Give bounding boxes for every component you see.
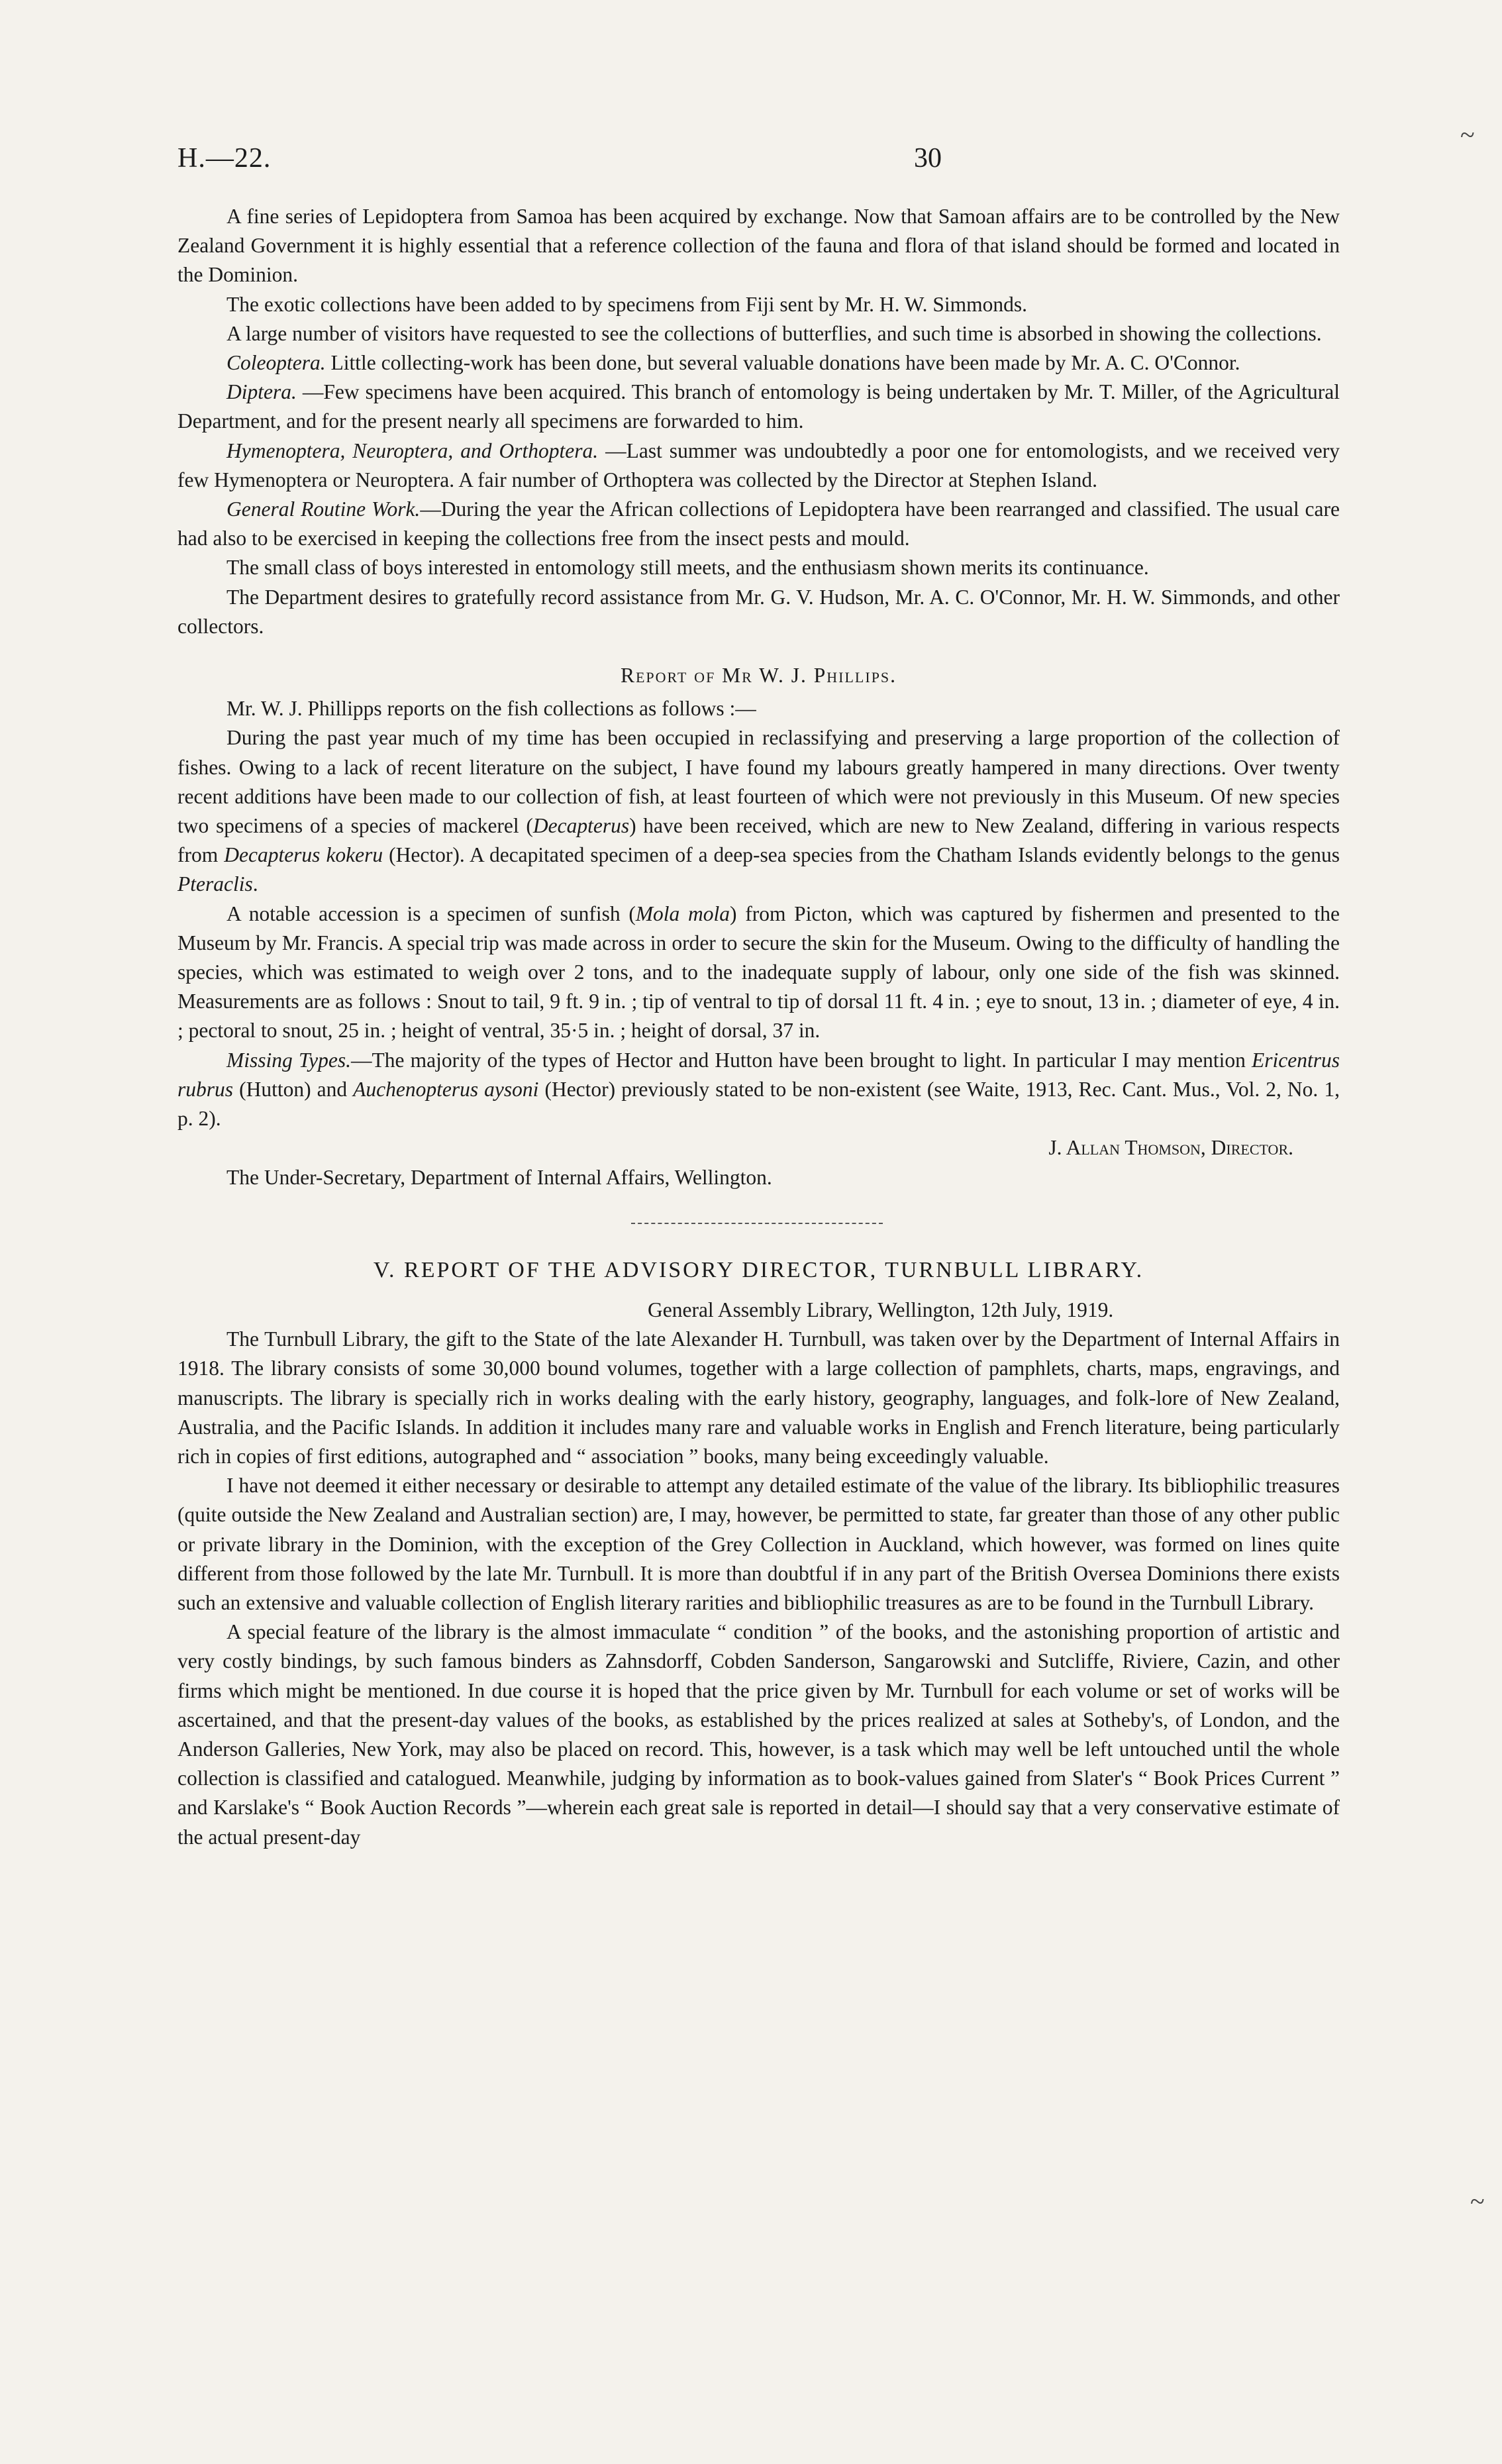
- species-auchenopterus-aysoni: Auchenopterus aysoni: [353, 1077, 539, 1101]
- fish-text-c: (Hector). A decapitated specimen of a deep-sea species from the Chatham Islands evidently belongs to the genus: [383, 843, 1340, 867]
- sunfish-text-a: A notable accession is a specimen of sunfish (: [226, 901, 636, 925]
- paragraph-acknowledgements: The Department desires to gratefully record assistance from Mr. G. V. Hudson, Mr. A. C. O'Connor, Mr. H. W. Simmonds, and other collectors.: [177, 585, 1340, 638]
- edge-mark-bottom: ~: [1470, 2186, 1485, 2216]
- page-number: 30: [914, 143, 942, 174]
- routine-work-text: —During the year the African collections of Lepidoptera have been rearranged and classified. The usual care had also to be exercised in keeping the collections free from the insect pests and mould.: [177, 497, 1340, 550]
- species-decapterus-kokeru: Decapterus kokeru: [224, 843, 383, 867]
- missing-text-a: —The majority of the types of Hector and Hutton have been brought to light. In particular I may mention: [351, 1048, 1252, 1072]
- diptera-text: —Few specimens have been acquired. This branch of entomology is being undertaken by Mr. T. Miller, of the Agricultural Department, and for the present nearly all specimens are forwarded to him.: [177, 380, 1340, 433]
- paragraph-samoa: A fine series of Lepidoptera from Samoa has been acquired by exchange. Now that Samoan affairs are to be controlled by the New Zealand Government it is highly essential that a reference collection of the fauna and flora of that island should be formed and located in the Dominion.: [177, 205, 1340, 287]
- paragraph-boys-class: The small class of boys interested in entomology still meets, and the enthusiasm shown merits its continuance.: [226, 556, 1149, 580]
- paragraph-routine-work: [177, 495, 1340, 553]
- paragraph-sunfish: [177, 899, 1340, 1046]
- paragraph-bindings: A special feature of the library is the almost immaculate “ condition ” of the books, and the astonishing proportion of artistic and very costly bindings, by such famous binders as Zahnsdorff, Cobden Sanderson, Sangarowski and Sutcliffe, Riviere, Cazin, and other firms which might be mentioned. In due course it is hoped that the price given by Mr. Turnbull for each volume or set of works will be ascertained, and that the present-day values of the books, as established by the prices realized at sales at Sotheby's, of London, and the Anderson Galleries, New York, may also be placed on record. This, however, is a task which may well be left untouched until the whole collection is classified and catalogued. Meanwhile, judging by information as to book-values gained from Slater's “ Book Prices Current ” and Karslake's “ Book Auction Records ”—wherein each great sale is reported in detail—I should say that a very conservative estimate of the actual present-day: [177, 1620, 1340, 1849]
- missing-types-label: Missing Types.: [226, 1048, 351, 1072]
- diptera-label: Diptera.: [226, 380, 297, 404]
- paragraph-fish-collection: [177, 723, 1340, 899]
- phillipps-report-heading: Report of Mr W. J. Phillips.: [620, 664, 897, 688]
- fish-text-b: ) have been received, which are new to New Zealand, differing in various respects from: [177, 814, 1340, 867]
- missing-text-b: (Hutton) and: [233, 1077, 354, 1101]
- fish-text-d: .: [252, 872, 258, 896]
- edge-mark-top: ~: [1460, 120, 1475, 150]
- phillipps-intro: Mr. W. J. Phillipps reports on the fish collections as follows :—: [226, 697, 756, 721]
- species-mola-mola: Mola mola: [635, 901, 730, 925]
- page-header: [177, 142, 1340, 182]
- sunfish-text-b: ) from Picton, which was captured by fishermen and presented to the Museum by Mr. Francis. A special trip was made across in order to secure the skin for the Museum. Owing to the difficulty of handling the species, which was estimated to weigh over 2 tons, and to the inadequate supply of labour, only one side of the fish was skinned. Measurements are as follows : Snout to tail, 9 ft. 9 in. ; tip of ventral to tip of dorsal 11 ft. 4 in. ; eye to snout, 13 in. ; diameter of eye, 4 in. ; pectoral to snout, 25 in. ; height of ventral, 35·5 in. ; height of dorsal, 37 in.: [177, 901, 1340, 1043]
- section-divider: [177, 1192, 1340, 1256]
- paragraph-hymenoptera: [177, 436, 1340, 495]
- genus-pteraclis: Pteraclis: [177, 872, 253, 896]
- paragraph-turnbull-gift: The Turnbull Library, the gift to the State of the late Alexander H. Turnbull, was taken over by the Department of Internal Affairs in 1918. The library consists of some 30,000 bound volumes, together with a large collection of pamphlets, charts, maps, engravings, and manuscripts. The library is specially rich in works dealing with the early history, geography, languages, and folk-lore of New Zealand, Australia, and the Pacific Islands. In addition it includes many rare and valuable works in English and French literature, being particularly rich in copies of first editions, autographed and “ association ” books, many being exceedingly valuable.: [177, 1327, 1340, 1468]
- missing-text-c: (Hector) previously stated to be non-existent (see Waite, 1913, Rec. Cant. Mus., Vol. 2, No. 1, p. 2).: [177, 1077, 1340, 1131]
- addressee: The Under-Secretary, Department of Internal Affairs, Wellington.: [226, 1165, 772, 1189]
- paragraph-coleoptera: [177, 348, 1340, 378]
- fish-text-a: During the past year much of my time has been occupied in reclassifying and preserving a large proportion of the collection of fishes. Owing to a lack of recent literature on the subject, I have found my labours greatly hampered in many directions. Over twenty recent additions have been made to our collection of fish, at least fourteen of which were not previously in this Museum. Of new species two specimens of a species of mackerel (: [177, 726, 1340, 838]
- turnbull-report-title: V. REPORT OF THE ADVISORY DIRECTOR, TURNBULL LIBRARY.: [373, 1257, 1144, 1282]
- coleoptera-label: Coleoptera.: [226, 351, 326, 375]
- page-body: [177, 202, 1340, 1852]
- paragraph-library-value: I have not deemed it either necessary or desirable to attempt any detailed estimate of the value of the library. Its bibliophilic treasures (quite outside the New Zealand and Australian section) are, I may, however, be permitted to state, far greater than those of any other public or private library in the Dominion, with the exception of the Grey Collection in Auckland, which however, was formed on lines quite different from those followed by the late Mr. Turnbull. It is more than doubtful if in any part of the British Oversea Dominions there exists such an extensive and valuable collection of English literary rarities and bibliophilic treasures as are to be found in the Turnbull Library.: [177, 1474, 1340, 1614]
- hymenoptera-text: —Last summer was undoubtedly a poor one for entomologists, and we received very few Hymenoptera or Neuroptera. A fair number of Orthoptera was collected by the Director at Stephen Island.: [177, 438, 1340, 491]
- paragraph-visitors: A large number of visitors have requested to see the collections of butterflies, and such time is absorbed in showing the collections.: [226, 321, 1322, 345]
- routine-work-label: General Routine Work.: [226, 497, 421, 521]
- paragraph-diptera: [177, 378, 1340, 436]
- species-decapterus: Decapterus: [532, 814, 630, 838]
- species-ericentrus-rubrus: Ericentrus rubrus: [177, 1048, 1340, 1101]
- paragraph-missing-types: [177, 1046, 1340, 1134]
- turnbull-dateline: General Assembly Library, Wellington, 12th July, 1919.: [648, 1298, 1114, 1321]
- signature: J. Allan Thomson, Director.: [1048, 1136, 1293, 1160]
- divider-line: [631, 1223, 883, 1224]
- coleoptera-text: Little collecting-work has been done, but several valuable donations have been made by Mr. A. C. O'Connor.: [325, 351, 1240, 375]
- hymenoptera-label: Hymenoptera, Neuroptera, and Orthoptera.: [226, 438, 599, 462]
- document-reference: H.—22.: [177, 143, 272, 174]
- paragraph-fiji: The exotic collections have been added to by specimens from Fiji sent by Mr. H. W. Simmonds.: [226, 292, 1028, 316]
